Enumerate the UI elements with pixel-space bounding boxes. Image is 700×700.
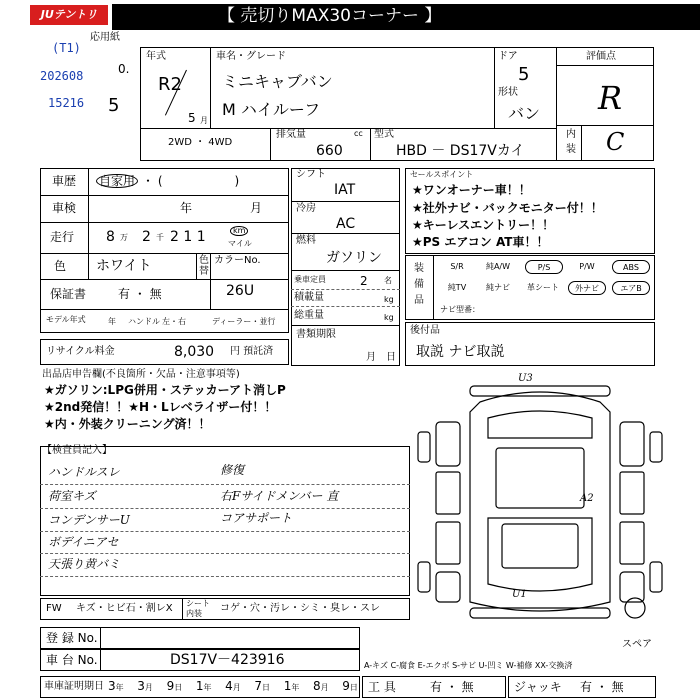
inspector-note-4: ボデイニアセ <box>48 535 119 549</box>
inspector-note-right-3: コアサポート <box>220 511 293 525</box>
doc-month: 月 <box>366 352 376 363</box>
no-mark: 0. <box>118 62 130 76</box>
spare-label: スペア <box>622 639 652 650</box>
equipment-label-2: 備 <box>414 279 424 290</box>
mileage-label: 走行 <box>50 230 75 244</box>
mileage-thousands: 2 <box>142 229 151 245</box>
car-name: ミニキャブバン <box>222 72 333 91</box>
damage-mark-bottom: U1 <box>512 589 527 600</box>
sales-point-2: ★社外ナビ・バックモニター付！！ <box>412 201 603 215</box>
score-label: 評価点 <box>586 51 616 62</box>
color-no-value: 26U <box>226 283 255 299</box>
equip-ps: P/S <box>525 260 563 274</box>
color-label: 色 <box>54 259 67 273</box>
equipment-label-3: 品 <box>414 295 424 306</box>
weight-label: 総重量 <box>294 310 324 321</box>
exhibitor-line-3: ★内・外装クリーニング済！！ <box>44 417 211 431</box>
fw-label: FW <box>46 603 62 614</box>
sheet-label: 応用紙 <box>90 32 120 43</box>
interior-label-2: 装 <box>566 144 576 155</box>
handle-value: 左・右 <box>162 317 186 326</box>
mileage-sen-unit: 千 <box>156 233 164 242</box>
inspection-label: 車検 <box>52 201 77 215</box>
cert-digit: 9日 <box>166 679 183 693</box>
fuel-value: ガソリン <box>326 250 382 266</box>
sheet-no-line3: 15216 <box>48 96 85 110</box>
cert-digit: 4月 <box>225 679 241 693</box>
displacement-unit: cc <box>354 129 363 138</box>
grade-name: M ハイルーフ <box>222 100 321 119</box>
inspector-label: 【検査員記入】 <box>42 445 112 456</box>
recycle-value: 8,030 <box>174 344 215 360</box>
handle-label: ハンドル <box>128 317 160 326</box>
seat-label-2: 内装 <box>186 609 202 618</box>
mileage-digits: 2 1 1 <box>170 229 206 245</box>
capacity-value: 2 <box>360 274 368 288</box>
shape-label: 形状 <box>498 87 518 98</box>
warranty-label: 保証書 <box>50 287 87 301</box>
chassis-value: DS17V－423916 <box>170 652 285 668</box>
cert-digits <box>108 679 358 695</box>
cert-digit: 9日 <box>342 679 358 693</box>
shift-label: シフト <box>296 169 326 180</box>
cert-digit: 3年 <box>108 679 124 693</box>
seat-value: コゲ・穴・汚レ・シミ・臭レ・スレ <box>220 603 380 614</box>
history-label: 車歴 <box>52 174 77 188</box>
equip-abs: ABS <box>612 260 650 274</box>
ac-value: AC <box>336 216 356 232</box>
tool-label: 工 具 <box>368 680 396 694</box>
reg-label: 登 録 No. <box>46 631 98 645</box>
capacity-unit: 名 <box>384 276 392 285</box>
year-value: R2 <box>158 74 182 95</box>
cert-digit: 3月 <box>137 679 153 693</box>
load-label: 積載量 <box>294 292 324 303</box>
recycle-label: リサイクル料金 <box>46 346 115 357</box>
color-change-1: 色 <box>199 255 209 266</box>
inspection-month: 月 <box>250 201 263 215</box>
drive-label: 2WD ・ 4WD <box>168 137 233 148</box>
history-rest: ・ ( ) <box>142 174 240 188</box>
jack-label: ジャッキ <box>514 680 562 694</box>
damage-mark-top: U3 <box>518 373 533 384</box>
weight-unit: kg <box>384 313 394 322</box>
exhibitor-label: 出品店申告欄(不良箇所・欠品・注意事項等) <box>42 369 240 380</box>
jack-value: 有 ・ 無 <box>580 680 624 694</box>
inspector-note-5: 天張り黄バミ <box>48 557 121 571</box>
doc-label: 書類期限 <box>296 329 336 340</box>
load-unit: kg <box>384 295 394 304</box>
sales-point-4: ★PS エアコン AT車！！ <box>412 235 549 249</box>
inspector-note-right-2: 右Fサイドメンバー 直 <box>220 489 339 503</box>
model-year-label: モデル年式 <box>46 315 86 324</box>
equip-airbag: エアB <box>612 281 650 295</box>
door-value: 5 <box>518 64 530 85</box>
color-no-label: カラーNo. <box>214 255 261 266</box>
inspector-note-1: ハンドルスレ <box>48 465 120 479</box>
retrofit-label: 後付品 <box>410 325 440 336</box>
damage-mark-right: A2 <box>580 493 594 504</box>
displacement-value: 660 <box>316 143 343 159</box>
dealer-label: ディーラー・並行 <box>212 317 276 326</box>
equip-pw: P/W <box>579 262 595 271</box>
sheet-no-line1: (T1) <box>52 41 81 55</box>
exhibitor-line-2: ★2nd発信！！★H・Lレベライザー付！！ <box>44 400 277 414</box>
shift-value: IAT <box>334 182 356 198</box>
model-value: HBD － DS17Vカイ <box>396 143 525 159</box>
tool-value: 有 ・ 無 <box>430 680 474 694</box>
month-value: 5 <box>188 111 196 125</box>
model-year-unit: 年 <box>108 317 116 326</box>
door-label: ドア <box>498 51 518 62</box>
color-value: ホワイト <box>96 258 152 274</box>
shape-value: バン <box>508 104 541 123</box>
inspector-note-2: 荷室キズ <box>48 489 96 503</box>
equipment-label-1: 装 <box>414 263 424 274</box>
model-label: 型式 <box>374 129 394 140</box>
month-unit: 月 <box>200 116 208 125</box>
mileage-man: 8 <box>106 229 115 245</box>
fw-value: キズ・ヒビ石・割レX <box>76 603 173 614</box>
sales-point-3: ★キーレスエントリー！！ <box>412 218 555 232</box>
equip-aw: 純A/W <box>485 262 511 271</box>
displacement-label: 排気量 <box>276 129 306 140</box>
equip-sr: S/R <box>450 262 464 271</box>
page-title: 【 売切りMAX30コーナー 】 <box>218 6 442 26</box>
mileage-mile: マイル <box>228 239 252 248</box>
equip-tv: 純TV <box>447 283 467 292</box>
year-label: 年式 <box>146 51 166 62</box>
fuel-label: 燃料 <box>296 235 316 246</box>
inspection-year: 年 <box>180 201 193 215</box>
chassis-label: 車 台 No. <box>46 653 98 667</box>
inspector-note-3: コンデンサーU <box>48 513 130 527</box>
sales-label: セールスポイント <box>410 170 474 179</box>
name-label: 車名・グレード <box>216 51 286 62</box>
cert-digit: 8月 <box>312 679 329 693</box>
recycle-unit: 円 預託済 <box>230 346 274 357</box>
damage-legend: A-キズ C-腐食 E-エクボ S-サビ U-凹ミ W-補修 XX-交換済 <box>364 661 573 670</box>
interior-label-1: 内 <box>566 129 576 140</box>
equip-navi: 純ナビ <box>486 283 510 292</box>
doc-day: 日 <box>386 352 396 363</box>
sheet-no-line2: 202608 <box>40 69 84 83</box>
equip-leather: 革シート <box>527 283 559 292</box>
retrofit-value: 取説 ナビ取説 <box>416 344 505 360</box>
score-value: R <box>598 79 623 117</box>
ac-label: 冷房 <box>296 203 316 214</box>
capacity-label: 乗車定員 <box>294 275 326 284</box>
mileage-man-unit: 万 <box>120 233 128 242</box>
warranty-value: 有 ・ 無 <box>118 287 162 301</box>
logo: JUテントリ <box>30 5 108 25</box>
cert-label: 車庫証明期日 <box>44 681 104 692</box>
cert-digit: 1年 <box>283 679 300 693</box>
car-body-diagram <box>410 372 670 642</box>
seat-label-1: シート <box>186 599 210 608</box>
cert-digit: 1年 <box>195 679 212 693</box>
interior-value: C <box>606 128 625 156</box>
color-change-2: 替 <box>199 266 209 277</box>
equip-ext-navi: 外ナビ <box>568 281 606 295</box>
exhibitor-line-1: ★ガソリン:LPG併用・ステッカーアト消しP <box>44 383 286 397</box>
history-value: 自家用 <box>96 174 138 188</box>
navi-model-label: ナビ型番： <box>440 305 480 314</box>
cert-digit: 7日 <box>254 679 271 693</box>
inspector-note-right-1: 修復 <box>220 463 245 477</box>
sales-point-1: ★ワンオーナー車！！ <box>412 183 531 197</box>
mileage-km: km <box>230 226 248 236</box>
lot-digit: 5 <box>108 95 120 116</box>
